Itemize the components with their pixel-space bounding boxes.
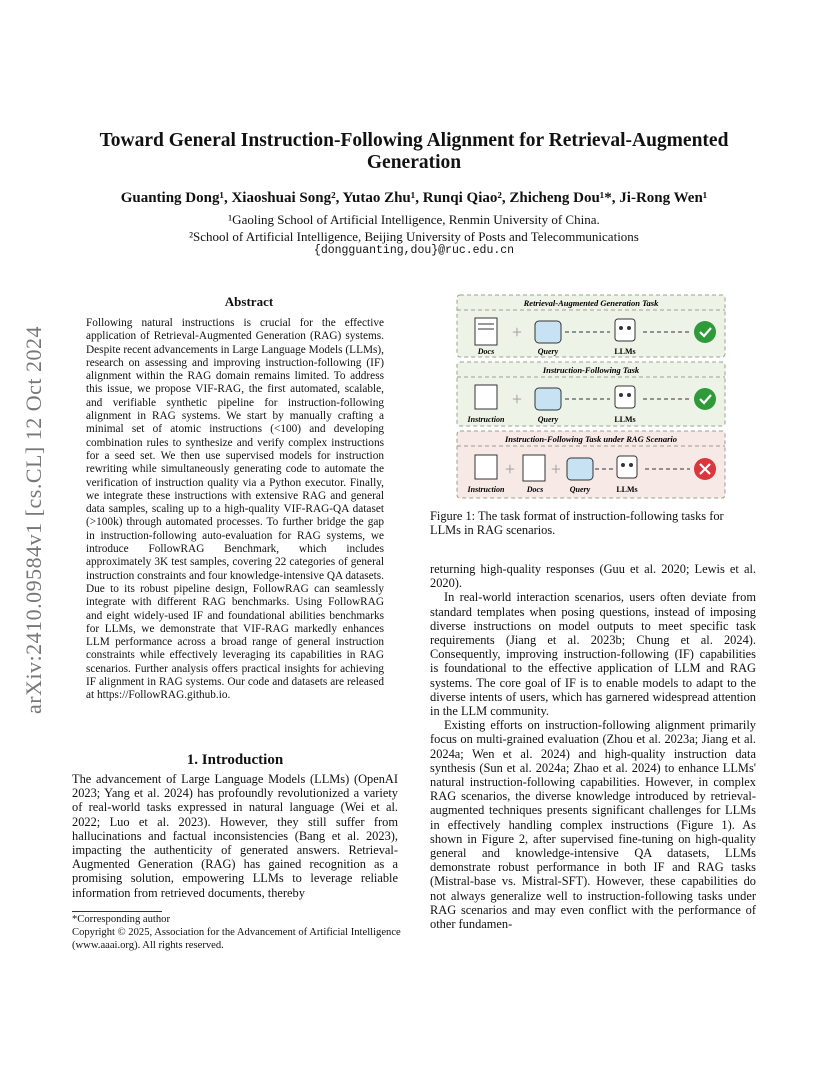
footnote-corresponding: *Corresponding author	[72, 914, 170, 925]
instruction-icon	[475, 455, 497, 479]
paragraph: returning high-quality responses (Guu et al. 2020; Lewis et al. 2020).	[430, 562, 756, 591]
svg-text:+: +	[504, 459, 516, 479]
intro-text: The advancement of Large Language Models (LLMs) (OpenAI 2023; Yang et al. 2024) has profoundly revolutionized a variety of real-world tasks expressed in natural language (Wei et al. 2022; Luo et al. 2023). However, they still suffer from hallucinations and factual inconsistencies (Bang et al. 2023), impacting the authenticity of generated answers. Retrieval-Augmented Generation (RAG) has gained recognition as a promising solution, empowering LLMs to leverage reliable information from retrieved documents, thereby	[72, 772, 398, 900]
instruction-icon	[475, 385, 497, 409]
figure-1	[455, 293, 727, 500]
query-icon	[535, 321, 561, 343]
abstract-heading: Abstract	[224, 294, 274, 309]
panel-title: Instruction-Following Task	[542, 365, 640, 375]
robot-icon	[615, 386, 635, 408]
svg-text:+: +	[511, 389, 523, 409]
check-icon	[694, 388, 716, 410]
footnote-copyright: Copyright © 2025, Association for the Advancement of Artificial Intelligence (www.aaai.org). All rights reserved.	[72, 927, 401, 951]
figure-caption: Figure 1: The task format of instruction-following tasks for LLMs in RAG scenarios.	[430, 509, 724, 538]
affiliation-1: ¹Gaoling School of Artificial Intelligence, Renmin University of China.	[228, 212, 600, 227]
affiliation-2: ²School of Artificial Intelligence, Beijing University of Posts and Telecommunications	[189, 229, 639, 244]
paper-title: Toward General Instruction-Following Alignment for Retrieval-Augmented Generation	[99, 130, 729, 173]
label-instruction: Instruction	[467, 415, 505, 424]
label-query: Query	[569, 485, 591, 494]
check-icon	[694, 321, 716, 343]
label-llms: LLMs	[614, 415, 636, 424]
query-icon	[535, 388, 561, 410]
plus-icon: +	[511, 322, 523, 342]
panel-title: Retrieval-Augmented Generation Task	[523, 298, 659, 308]
label-query: Query	[537, 415, 559, 424]
label-docs: Docs	[477, 347, 495, 356]
query-icon	[567, 458, 593, 480]
section-heading: 1. Introduction	[186, 752, 284, 768]
label-llms: LLMs	[614, 347, 636, 356]
paragraph: Existing efforts on instruction-following alignment primarily focus on multi-grained evaluation (Zhou et al. 2023a; Jiang et al. 2024a; Wen et al. 2024) and high-quality instruction data synthesis (Sun et al. 2024a; Zhao et al. 2024) to enhance LLMs' natural instruction-following capabilities. However, in complex RAG scenarios, the diverse knowledge introduced by retrieval-augmented techniques presents significant challenges for LLMs in effectively handling complex instructions (Figure 1). As shown in Figure 2, after supervised fine-tuning on high-quality general and knowledge-intensive QA datasets, LLMs demonstrate robust performance in both IF and RAG tasks (Mistral-base vs. Mistral-SFT). However, these capabilities do not always generalize well to instruction-following tasks under RAG scenarios and may even conflict with the performance of other fundamen-	[430, 718, 756, 932]
label-docs: Docs	[526, 485, 544, 494]
panel-title: Instruction-Following Task under RAG Scenario	[504, 434, 678, 444]
robot-icon	[617, 456, 637, 478]
label-query: Query	[537, 347, 559, 356]
email: {dongguanting,dou}@ruc.edu.cn	[313, 244, 515, 257]
label-llms: LLMs	[616, 485, 638, 494]
robot-icon	[615, 319, 635, 341]
arxiv-stamp: arXiv:2410.09584v1 [cs.CL] 12 Oct 2024	[21, 325, 46, 715]
abstract-text: Following natural instructions is crucial for the effective application of Retrieval-Augmented Generation (RAG) systems. Despite recent advancements in Large Language Models (LLMs), research on assessing and improving instruction-following (IF) alignment within the RAG domain remains limited. To address this issue, we propose VIF-RAG, the first automated, scalable, and verifiable synthetic pipeline for instruction-following alignment in RAG systems. We start by manually crafting a minimal set of atomic instructions (<100) and developing combination rules to synthesize and verify complex instructions for a seed set. We then use supervised models for instruction rewriting while simultaneously generating code to automate the verification of instruction quality via a Python executor. Finally, we integrate these instructions with extensive RAG and general data samples, scaling up to a high-quality VIF-RAG-QA dataset (>100k) through automated processes. To further bridge the gap in instruction-following auto-evaluation for RAG systems, we introduce FollowRAG Benchmark, which includes approximately 3K test samples, covering 22 categories of general instruction constraints and four knowledge-intensive QA datasets. Due to its robust pipeline design, FollowRAG can seamlessly integrate with different RAG benchmarks. Using FollowRAG and eight widely-used IF and foundational abilities benchmarks for LLMs, we demonstrate that VIF-RAG markedly enhances LLM performance across a broad range of general instruction constraints while effectively leveraging its capabilities in RAG scenarios. Further analysis offers practical insights for achieving IF alignment in RAG systems. Our code and datasets are released at https://FollowRAG.github.io.	[86, 317, 384, 702]
docs-icon	[523, 455, 545, 481]
footnote-rule	[72, 911, 162, 912]
right-column	[430, 562, 756, 931]
paragraph: In real-world interaction scenarios, users often deviate from standard templates when posing questions, instead of imposing diverse instructions on model outputs to meet specific task requirements (Jiang et al. 2023b; Chung et al. 2024). Consequently, improving instruction-following (IF) capabilities is foundational to the effective application of LLM and RAG systems. The core goal of IF is to enable models to adapt to the diverse intents of users, which has garnered widespread attention in the LLM community.	[430, 590, 756, 719]
docs-icon	[475, 318, 497, 345]
svg-text:+: +	[550, 459, 562, 479]
label-instruction: Instruction	[467, 485, 505, 494]
authors: Guanting Dong¹, Xiaoshuai Song², Yutao Zhu¹, Runqi Qiao², Zhicheng Dou¹*, Ji-Rong Wen¹	[120, 190, 708, 206]
